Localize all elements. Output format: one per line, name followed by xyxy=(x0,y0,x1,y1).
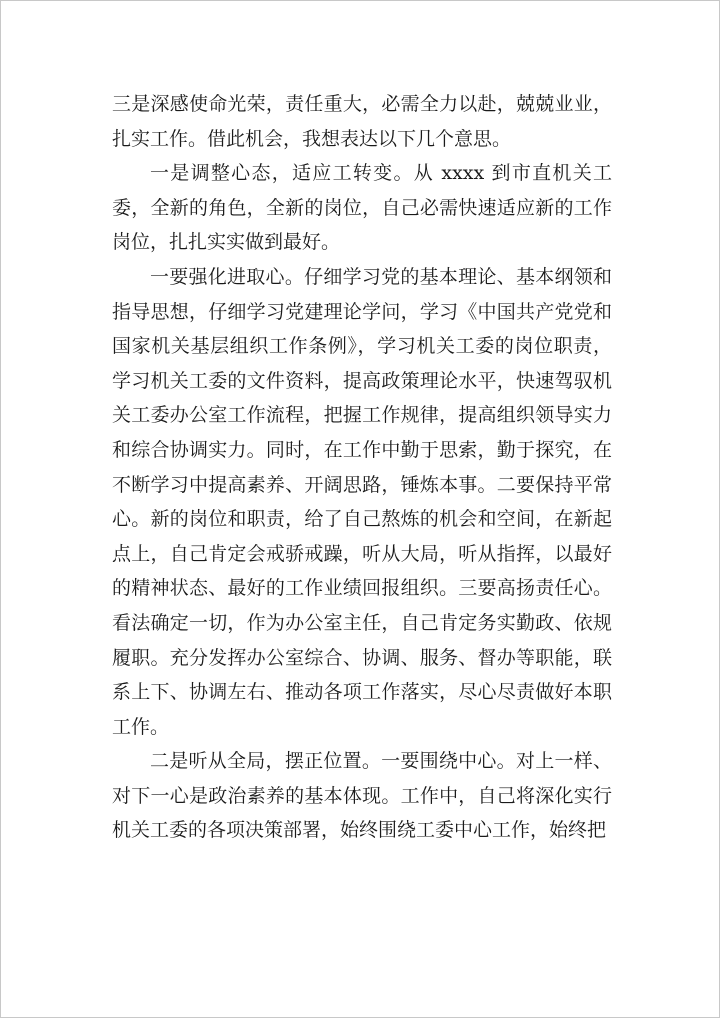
paragraph-4: 二是听从全局，摆正位置。一要围绕中心。对上一样、对下一心是政治素养的基本体现。工作中，自己将深化实行机关工委的各项决策部署，始终围绕工委中心工作，始终把 xyxy=(112,750,612,842)
paragraph-2: 一是调整心态，适应工转变。从 xxxx 到市直机关工委，全新的角色，全新的岗位，自己必需快速适应新的工作岗位，扎扎实实做到最好。 xyxy=(112,162,612,254)
paragraph-3: 一要强化进取心。仔细学习党的基本理论、基本纲领和指导思想，仔细学习党建理论学问，学习《中国共产党党和国家机关基层组织工作条例》，学习机关工委的岗位职责，学习机关工委的文件资料，提高政策理论水平，快速驾驭机关工委办公室工作流程，把握工作规律，提高组织领导实力和综合协调实力。同时，在工作中勤于思索，勤于探究，在不断学习中提高素养、开阔思路，锤炼本事。二要保持平常心。新的岗位和职责，给了自己熬炼的机会和空间，在新起点上，自己肯定会戒骄戒躁，听从大局，听从指挥，以最好的精神状态、最好的工作业绩回报组织。三要高扬责任心。看法确定一切，作为办公室主任，自己肯定务实勤政、依规履职。充分发挥办公室综合、协调、服务、督办等职能，联系上下、协调左右、推动各项工作落实，尽心尽责做好本职工作。 xyxy=(112,265,612,738)
paragraph-1: 三是深感使命光荣，责任重大，必需全力以赴，兢兢业业，扎实工作。借此机会，我想表达以下几个意思。 xyxy=(112,93,612,150)
document-body xyxy=(112,87,612,848)
